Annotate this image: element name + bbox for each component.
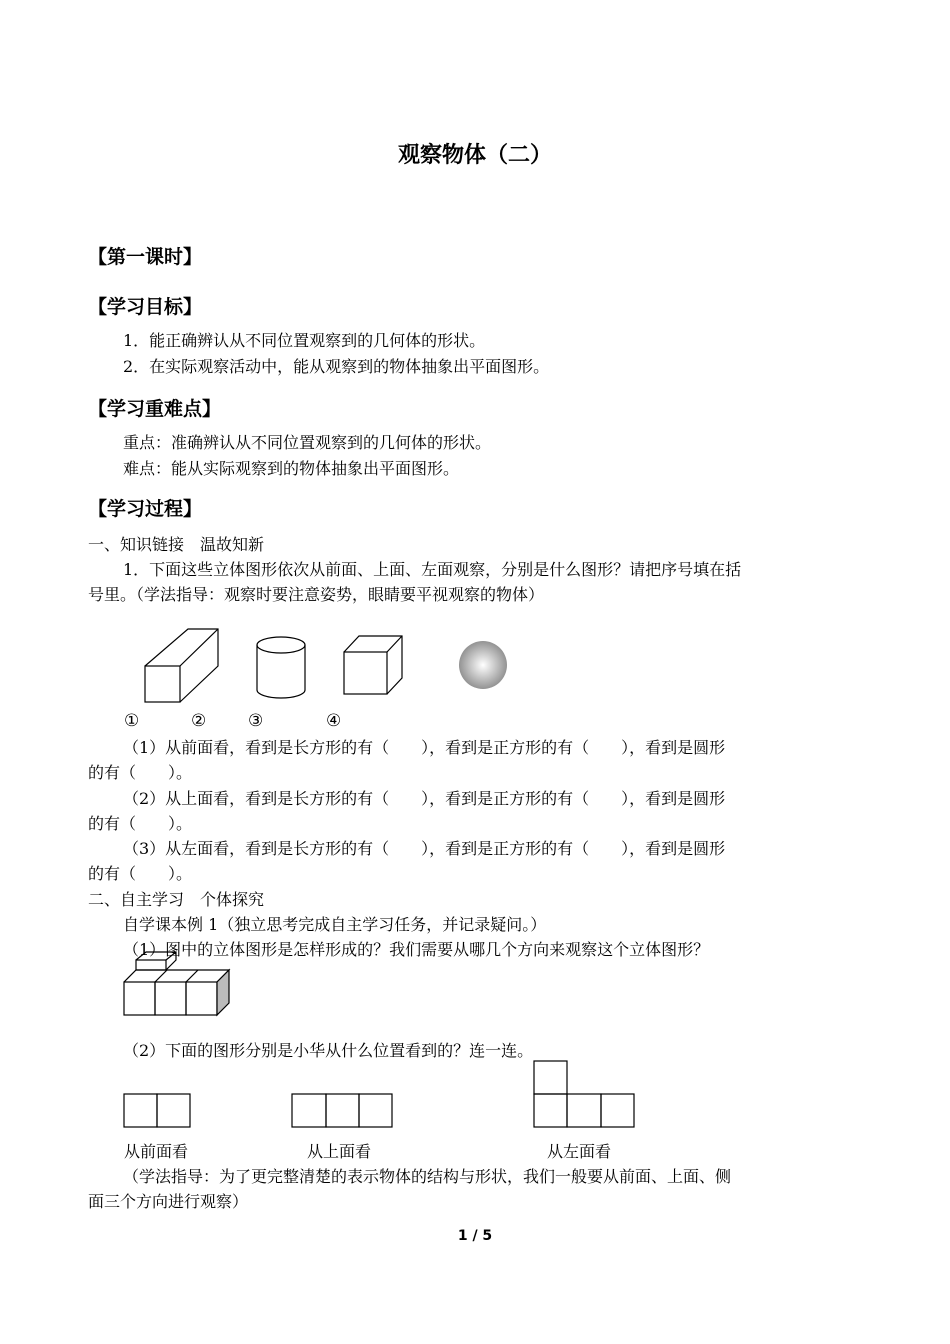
- left-view-shape: [534, 1061, 634, 1127]
- part2-question-1: （1）图中的立体图形是怎样形成的？我们需要从哪几个方向来观察这个立体图形？: [123, 940, 710, 959]
- shape-label-2: ②: [191, 711, 207, 731]
- subquestion-2-line2: 的有（ ）。: [88, 814, 193, 833]
- key-points-heading: 【学习重难点】: [88, 398, 222, 420]
- subquestion-3-line1: （3）从左面看，看到是长方形的有（ ），看到是正方形的有（ ），看到是圆形: [123, 839, 726, 858]
- part2-question-2: （2）下面的图形分别是小华从什么位置看到的？连一连。: [123, 1041, 534, 1060]
- study-tip-line2: 面三个方向进行观察）: [88, 1192, 249, 1211]
- shape-label-3: ③: [248, 711, 264, 731]
- view-label-left: 从左面看: [547, 1142, 612, 1161]
- subquestion-1-line1: （1）从前面看，看到是长方形的有（ ），看到是正方形的有（ ），看到是圆形: [123, 738, 726, 757]
- part1-question-line2: 号里。（学法指导：观察时要注意姿势，眼睛要平视观察的物体）: [88, 585, 545, 604]
- study-tip-line1: （学法指导：为了更完整清楚的表示物体的结构与形状，我们一般要从前面、上面、侧: [123, 1167, 732, 1186]
- page-number: 1 / 5: [457, 1228, 493, 1244]
- key-point-difficulty: 难点：能从实际观察到的物体抽象出平面图形。: [123, 459, 460, 478]
- subquestion-3-line2: 的有（ ）。: [88, 864, 193, 883]
- shape-label-1: ①: [124, 711, 140, 731]
- part1-title: 一、知识链接 温故知新: [88, 535, 265, 554]
- top-view-shape: [292, 1094, 392, 1127]
- part1-question-line1: 1．下面这些立体图形依次从前面、上面、左面观察，分别是什么图形？请把序号填在括: [123, 560, 742, 579]
- subquestion-2-line1: （2）从上面看，看到是长方形的有（ ），看到是正方形的有（ ），看到是圆形: [123, 789, 726, 808]
- goal-item-2: 2．在实际观察活动中，能从观察到的物体抽象出平面图形。: [123, 357, 550, 376]
- goal-item-1: 1．能正确辨认从不同位置观察到的几何体的形状。: [123, 331, 486, 350]
- part2-intro: 自学课本例 1（独立思考完成自主学习任务，并记录疑问。）: [123, 915, 547, 934]
- front-view-shape: [124, 1094, 190, 1127]
- lesson-heading: 【第一课时】: [88, 246, 203, 268]
- view-label-front: 从前面看: [124, 1142, 189, 1161]
- page-title: 观察物体（二）: [397, 143, 552, 168]
- goals-heading: 【学习目标】: [88, 296, 203, 318]
- view-label-top: 从上面看: [307, 1142, 372, 1161]
- part2-title: 二、自主学习 个体探究: [88, 890, 265, 909]
- shape-label-4: ④: [326, 711, 342, 731]
- key-point-focus: 重点：准确辨认从不同位置观察到的几何体的形状。: [123, 433, 492, 452]
- process-heading: 【学习过程】: [88, 498, 203, 520]
- subquestion-1-line2: 的有（ ）。: [88, 763, 193, 782]
